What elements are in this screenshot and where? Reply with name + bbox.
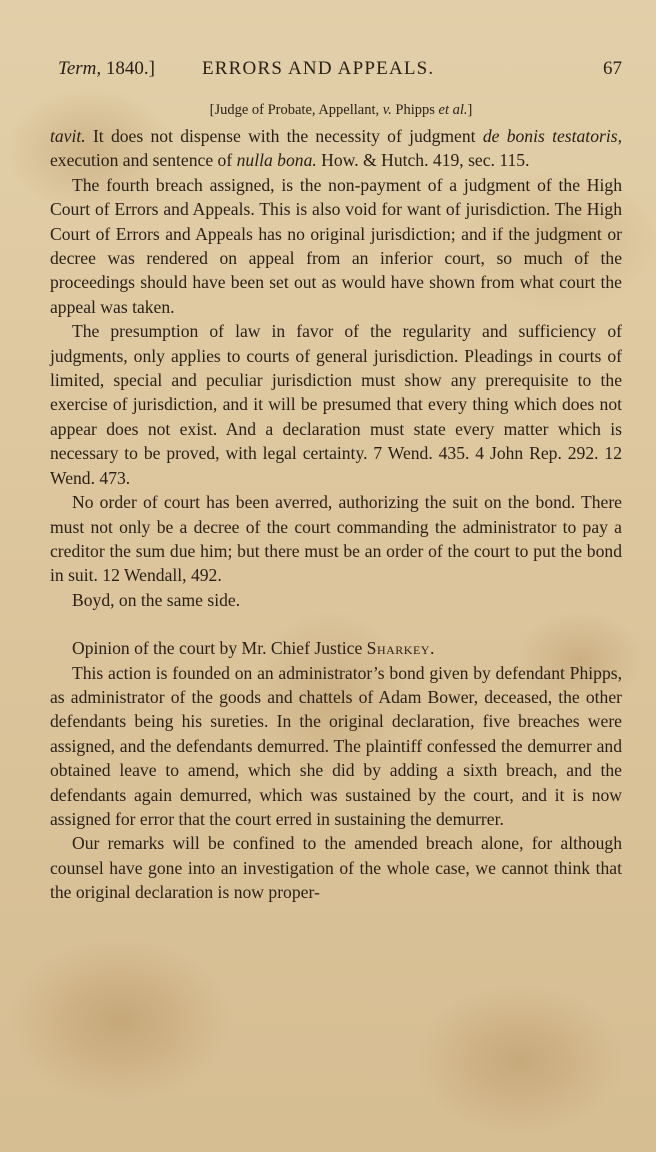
caption-versus: v. [382, 102, 392, 118]
p1-italic-nulla-bona: nulla bona. [236, 150, 317, 171]
case-caption [0, 102, 656, 119]
p6-text: Opinion of the court by Mr. Chief Justice [72, 638, 367, 659]
p1-text-1: It does not dispense with the necessity of judgment [85, 126, 483, 146]
p1-italic-de-bonis: de bonis testatoris, [482, 126, 622, 146]
paragraph-8: Our remarks will be confined to the amended breach alone, for although counsel have gone into an investigation of the whole case, we cannot think that the original declaration is now proper- [50, 833, 622, 903]
paragraph-3: The presumption of law in favor of the regularity and sufficiency of judgments, only applies to courts of general jurisdiction. Pleadings in courts of limited, special and peculiar jurisdiction must show any prerequisite to the exercise of jurisdiction, and it will be presumed that every thing which does not appear does not exist. And a declaration must state every matter which is necessary to be proved, with legal certainty. 7 Wend. 435. 4 John Rep. 292. 12 Wend. 473. [50, 321, 622, 488]
paragraph-4: No order of court has been averred, authorizing the suit on the bond. There must not only be a decree of the court commanding the administrator to pay a creditor the sum due him; but there must be an order of the court to put the bond in suit. 12 Wendall, 492. [50, 492, 622, 586]
term-year: 1840.] [101, 58, 155, 79]
case-caption-text [210, 102, 473, 118]
paragraph-7: This action is founded on an administrator’s bond given by defendant Phipps, as administrator of the goods and chattels of Adam Bower, deceased, the other defendants being his sureties. In the original declaration, five breaches were assigned, and the defendants demurred. The plaintiff confessed the demurrer and obtained leave to amend, which she did by adding a sixth breach, and the defendants again demurred, which was sustained by the court, and it is now assigned for error that the court erred in sustaining the demurrer. [50, 662, 622, 829]
caption-part-2: Phipps [391, 102, 439, 118]
term-word: Term, [58, 58, 102, 79]
page-body [50, 124, 622, 905]
p1-text-2: execution and sentence of [50, 150, 237, 171]
p6-justice-name: Sharkey. [366, 638, 435, 659]
term-label [58, 58, 155, 80]
paragraph-6 [50, 636, 622, 660]
running-title: ERRORS AND APPEALS. [202, 58, 435, 79]
page-number: 67 [603, 58, 622, 79]
caption-part-3: ] [467, 102, 473, 118]
paragraph-5: Boyd, on the same side. [72, 589, 241, 610]
p1-text-3: How. & Hutch. 419, sec. 115. [316, 150, 530, 171]
paragraph-2: The fourth breach assigned, is the non-payment of a judgment of the High Court of Errors and Appeals. This is also void for want of jurisdiction. The High Court of Errors and Appeals has no original jurisdiction; and if the judgment or decree was rendered on appeal from an inferior court, so much of the proceedings should have been set out as would have shown from what court the appeal was taken. [50, 174, 622, 317]
caption-et-al: et al. [438, 102, 468, 118]
paragraph-1 [50, 124, 622, 173]
caption-part-1: [Judge of Probate, Appellant, [209, 102, 383, 118]
running-header [58, 58, 624, 88]
p1-italic-tavit: tavit. [50, 126, 86, 146]
